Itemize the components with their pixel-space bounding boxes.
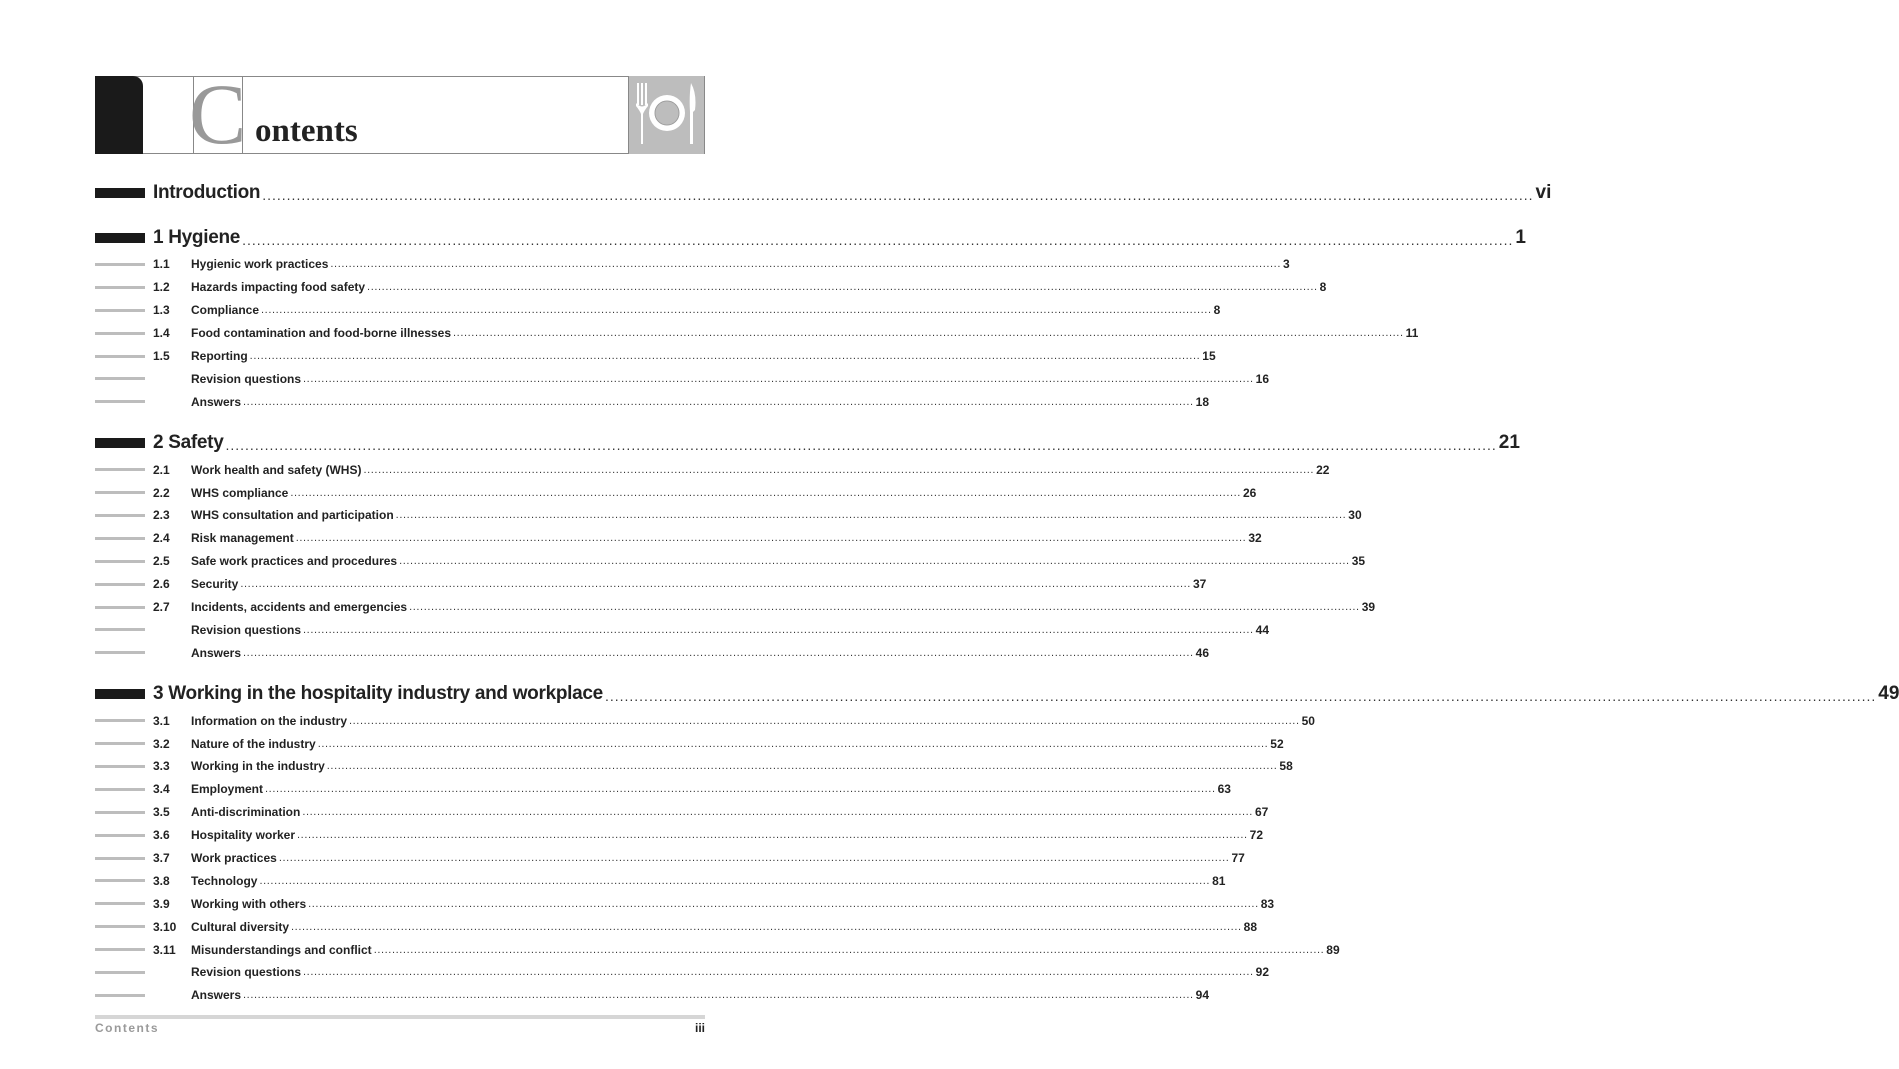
toc-section-heading[interactable] bbox=[95, 428, 1520, 458]
dot-leader: .................................................................................................................................................................................................................................................................... bbox=[367, 281, 1318, 294]
entry-page-number: 52 bbox=[1270, 736, 1284, 751]
entry-page-number: 35 bbox=[1351, 554, 1366, 569]
entry-page-number: 50 bbox=[1301, 713, 1315, 728]
dot-leader: .................................................................................................................................................................................................................................................................... bbox=[363, 463, 1315, 476]
dot-leader: .................................................................................................................................................................................................................................................................... bbox=[330, 258, 1281, 271]
dot-leader: .................................................................................................................................................................................................................................................................... bbox=[303, 372, 1254, 385]
toc-entry[interactable] bbox=[95, 596, 1376, 619]
entry-number: 1.3 bbox=[153, 303, 170, 318]
entry-marker-bar bbox=[95, 309, 145, 312]
entry-title: Work health and safety (WHS) bbox=[191, 462, 362, 477]
entry-title: Risk management bbox=[191, 531, 294, 546]
entry-marker-bar bbox=[95, 948, 145, 951]
toc-entry[interactable] bbox=[95, 527, 1262, 550]
section-page-number: 49 bbox=[1878, 683, 1899, 705]
entry-title: Revision questions bbox=[191, 622, 302, 637]
entry-page-number: 8 bbox=[1319, 280, 1327, 295]
toc-entry[interactable] bbox=[95, 299, 1221, 322]
toc-entry[interactable] bbox=[95, 709, 1315, 732]
toc-entry[interactable] bbox=[95, 367, 1269, 390]
entry-marker-bar bbox=[95, 742, 145, 745]
dot-leader: .................................................................................................................................................................................................................................................................... bbox=[295, 532, 1247, 545]
section-marker-bar bbox=[95, 188, 145, 198]
entry-page-number: 89 bbox=[1326, 942, 1340, 957]
dot-leader: .................................................................................................................................................................................................................................................................... bbox=[278, 852, 1230, 865]
dot-leader: .................................................................................................................................................................................................................................................................... bbox=[297, 829, 1248, 842]
entry-marker-bar bbox=[95, 765, 145, 768]
entry-title: Revision questions bbox=[191, 965, 302, 980]
footer-rule bbox=[95, 1015, 705, 1019]
entry-marker-bar bbox=[95, 994, 145, 997]
entry-title: Food contamination and food-borne illnesses bbox=[191, 326, 452, 341]
entry-page-number: 63 bbox=[1217, 782, 1231, 797]
entry-marker-bar bbox=[95, 902, 145, 905]
entry-page-number: 30 bbox=[1348, 508, 1362, 523]
toc-entry[interactable] bbox=[95, 345, 1216, 368]
entry-marker-bar bbox=[95, 355, 145, 358]
dot-leader: .................................................................................................................................................................................................................................................................... bbox=[308, 897, 1259, 910]
toc-entry[interactable] bbox=[95, 824, 1263, 847]
toc-entry[interactable] bbox=[95, 801, 1269, 824]
entry-page-number: 83 bbox=[1260, 896, 1275, 911]
dot-leader: .................................................................................................................................................................................................................................................................... bbox=[249, 350, 1201, 362]
entry-number: 1.1 bbox=[153, 257, 170, 272]
section-page-number: 1 bbox=[1515, 227, 1526, 248]
entry-number: 1.2 bbox=[153, 280, 170, 295]
entry-page-number: 26 bbox=[1242, 485, 1257, 500]
dot-leader: .................................................................................................................................................................................................................................................................... bbox=[243, 989, 1194, 1002]
entry-marker-bar bbox=[95, 560, 145, 563]
toc-entry[interactable] bbox=[95, 961, 1269, 984]
toc-entry[interactable] bbox=[95, 915, 1257, 938]
dot-leader: .................................................................................................................................................................................................................................................................... bbox=[225, 437, 1497, 454]
entry-marker-bar bbox=[95, 286, 145, 289]
entry-title: Answers bbox=[191, 988, 242, 1003]
entry-title: Hygienic work practices bbox=[191, 257, 329, 272]
entry-marker-bar bbox=[95, 400, 145, 403]
footer-page-number: iii bbox=[694, 1021, 705, 1035]
entry-number: 3.8 bbox=[153, 873, 170, 888]
section-marker-bar bbox=[95, 689, 145, 699]
entry-page-number: 32 bbox=[1248, 531, 1262, 546]
toc-entry[interactable] bbox=[95, 778, 1231, 801]
entry-number: 3.4 bbox=[153, 782, 170, 797]
entry-page-number: 92 bbox=[1255, 965, 1269, 980]
dot-leader: .................................................................................................................................................................................................................................................................... bbox=[291, 920, 1242, 933]
section-title: 1 Hygiene bbox=[153, 227, 241, 248]
toc-entry[interactable] bbox=[95, 481, 1257, 504]
dot-leader: .................................................................................................................................................................................................................................................................... bbox=[242, 232, 1514, 248]
entry-number: 3.6 bbox=[153, 828, 170, 843]
entry-title: Technology bbox=[191, 873, 258, 888]
entry-number: 1.4 bbox=[153, 326, 170, 341]
entry-page-number: 94 bbox=[1195, 988, 1209, 1003]
entry-number: 2.2 bbox=[153, 485, 170, 500]
entry-title: Hazards impacting food safety bbox=[191, 280, 366, 295]
entry-marker-bar bbox=[95, 491, 145, 494]
entry-title: Safe work practices and procedures bbox=[191, 554, 398, 569]
entry-title: Incidents, accidents and emergencies bbox=[191, 600, 408, 615]
toc-entry[interactable] bbox=[95, 755, 1293, 778]
toc-entry[interactable] bbox=[95, 550, 1366, 573]
entry-number: 3.3 bbox=[153, 759, 170, 774]
entry-number: 2.1 bbox=[153, 462, 170, 477]
entry-marker-bar bbox=[95, 971, 145, 974]
entry-marker-bar bbox=[95, 583, 145, 586]
toc-entry[interactable] bbox=[95, 984, 1209, 1007]
section-marker-bar bbox=[95, 438, 145, 448]
toc-entry[interactable] bbox=[95, 573, 1207, 596]
entry-title: Working with others bbox=[191, 896, 307, 911]
dot-leader: .................................................................................................................................................................................................................................................................... bbox=[303, 966, 1254, 979]
entry-number: 2.7 bbox=[153, 600, 170, 615]
entry-number: 2.4 bbox=[153, 531, 170, 546]
section-marker-bar bbox=[95, 233, 145, 243]
table-of-contents bbox=[95, 178, 1899, 1007]
dot-leader: .................................................................................................................................................................................................................................................................... bbox=[265, 783, 1216, 796]
section-title: Introduction bbox=[153, 182, 261, 203]
entry-page-number: 81 bbox=[1212, 873, 1226, 888]
dot-leader: .................................................................................................................................................................................................................................................................... bbox=[261, 304, 1212, 317]
toc-entry[interactable] bbox=[95, 458, 1330, 481]
toc-entry[interactable] bbox=[95, 641, 1209, 664]
toc-entry[interactable] bbox=[95, 253, 1290, 276]
entry-title: Answers bbox=[191, 645, 242, 660]
toc-section-heading[interactable] bbox=[95, 223, 1526, 253]
entry-marker-bar bbox=[95, 468, 145, 471]
entry-page-number: 77 bbox=[1231, 851, 1245, 866]
entry-number: 2.5 bbox=[153, 554, 170, 569]
dot-leader: .................................................................................................................................................................................................................................................................... bbox=[303, 623, 1254, 636]
toc-section-heading[interactable] bbox=[95, 679, 1899, 709]
header-initial-letter: C bbox=[189, 66, 245, 162]
entry-number: 3.10 bbox=[153, 919, 177, 934]
entry-marker-bar bbox=[95, 811, 145, 814]
entry-title: Anti-discrimination bbox=[191, 805, 301, 820]
toc-entry[interactable] bbox=[95, 618, 1269, 641]
section-title: 2 Safety bbox=[153, 432, 224, 454]
entry-title: Work practices bbox=[191, 851, 277, 866]
entry-number: 1.5 bbox=[153, 349, 170, 363]
section-title: 3 Working in the hospitality industry and workplace bbox=[153, 683, 603, 705]
entry-title: Reporting bbox=[191, 349, 248, 363]
entry-marker-bar bbox=[95, 537, 145, 540]
entry-marker-bar bbox=[95, 514, 145, 517]
entry-number: 3.5 bbox=[153, 805, 170, 820]
entry-marker-bar bbox=[95, 925, 145, 928]
entry-page-number: 72 bbox=[1249, 828, 1263, 843]
dot-leader: .................................................................................................................................................................................................................................................................... bbox=[317, 737, 1269, 750]
entry-title: Misunderstandings and conflict bbox=[191, 942, 372, 957]
entry-number: 3.2 bbox=[153, 736, 170, 751]
entry-number: 2.3 bbox=[153, 508, 170, 523]
entry-title: WHS compliance bbox=[191, 485, 289, 500]
toc-entry[interactable] bbox=[95, 276, 1327, 299]
dot-leader: .................................................................................................................................................................................................................................................................... bbox=[262, 187, 1534, 203]
page-title: ontents bbox=[255, 113, 358, 149]
entry-page-number: 46 bbox=[1195, 645, 1209, 660]
entry-title: Nature of the industry bbox=[191, 736, 316, 751]
dot-leader: .................................................................................................................................................................................................................................................................... bbox=[259, 874, 1211, 887]
entry-page-number: 88 bbox=[1243, 919, 1257, 934]
entry-page-number: 37 bbox=[1192, 577, 1207, 592]
fork-plate-knife-icon bbox=[628, 76, 704, 154]
entry-page-number: 16 bbox=[1255, 371, 1269, 386]
dot-leader: .................................................................................................................................................................................................................................................................... bbox=[290, 486, 1241, 499]
toc-entry[interactable] bbox=[95, 869, 1226, 892]
entry-page-number: 11 bbox=[1405, 326, 1419, 341]
entry-marker-bar bbox=[95, 606, 145, 609]
entry-title: WHS consultation and participation bbox=[191, 508, 394, 523]
entry-page-number: 3 bbox=[1283, 257, 1290, 272]
dot-leader: .................................................................................................................................................................................................................................................................... bbox=[373, 943, 1325, 956]
entry-title: Employment bbox=[191, 782, 264, 797]
dot-leader: .................................................................................................................................................................................................................................................................... bbox=[604, 688, 1877, 705]
entry-page-number: 44 bbox=[1255, 622, 1269, 637]
entry-number: 3.11 bbox=[153, 942, 176, 957]
dot-leader: .................................................................................................................................................................................................................................................................... bbox=[302, 806, 1253, 819]
contents-header bbox=[95, 66, 705, 162]
entry-marker-bar bbox=[95, 857, 145, 860]
entry-number: 2.6 bbox=[153, 577, 170, 592]
entry-title: Security bbox=[191, 577, 239, 592]
dot-leader: .................................................................................................................................................................................................................................................................... bbox=[395, 509, 1347, 522]
dot-leader: .................................................................................................................................................................................................................................................................... bbox=[240, 578, 1191, 591]
entry-page-number: 67 bbox=[1254, 805, 1269, 820]
entry-page-number: 58 bbox=[1279, 759, 1293, 774]
dot-leader: .................................................................................................................................................................................................................................................................... bbox=[326, 760, 1278, 773]
entry-marker-bar bbox=[95, 628, 145, 631]
entry-marker-bar bbox=[95, 834, 145, 837]
section-page-number: 21 bbox=[1498, 432, 1520, 454]
entry-title: Hospitality worker bbox=[191, 828, 296, 843]
toc-entry[interactable] bbox=[95, 892, 1275, 915]
entry-title: Working in the industry bbox=[191, 759, 325, 774]
entry-marker-bar bbox=[95, 332, 145, 335]
entry-marker-bar bbox=[95, 788, 145, 791]
entry-number: 3.1 bbox=[153, 713, 170, 728]
header-dark-tab bbox=[95, 76, 143, 154]
entry-page-number: 18 bbox=[1195, 394, 1209, 409]
entry-number: 3.7 bbox=[153, 851, 170, 866]
toc-entry[interactable] bbox=[95, 322, 1419, 345]
entry-page-number: 8 bbox=[1213, 303, 1221, 318]
toc-entry[interactable] bbox=[95, 938, 1340, 961]
dot-leader: .................................................................................................................................................................................................................................................................... bbox=[409, 601, 1360, 614]
entry-title: Compliance bbox=[191, 303, 260, 318]
entry-marker-bar bbox=[95, 263, 145, 266]
dot-leader: .................................................................................................................................................................................................................................................................... bbox=[243, 395, 1194, 408]
entry-number: 3.9 bbox=[153, 896, 170, 911]
entry-title: Cultural diversity bbox=[191, 919, 290, 934]
toc-entry[interactable] bbox=[95, 504, 1362, 527]
entry-title: Information on the industry bbox=[191, 713, 347, 728]
entry-title: Revision questions bbox=[191, 371, 302, 386]
entry-marker-bar bbox=[95, 719, 145, 722]
entry-page-number: 22 bbox=[1316, 462, 1330, 477]
entry-page-number: 39 bbox=[1361, 600, 1376, 615]
entry-marker-bar bbox=[95, 377, 145, 380]
toc-section-heading[interactable] bbox=[95, 178, 1552, 208]
entry-page-number: 15 bbox=[1202, 349, 1216, 363]
section-page-number: vi bbox=[1535, 182, 1552, 203]
dot-leader: .................................................................................................................................................................................................................................................................... bbox=[243, 646, 1194, 659]
dot-leader: .................................................................................................................................................................................................................................................................... bbox=[399, 555, 1350, 568]
footer-section-label: Contents bbox=[95, 1021, 159, 1035]
entry-marker-bar bbox=[95, 879, 145, 882]
entry-title: Answers bbox=[191, 394, 242, 409]
dot-leader: .................................................................................................................................................................................................................................................................... bbox=[453, 327, 1404, 340]
toc-entry[interactable] bbox=[95, 847, 1245, 870]
toc-entry[interactable] bbox=[95, 732, 1284, 755]
dot-leader: .................................................................................................................................................................................................................................................................... bbox=[349, 714, 1300, 727]
entry-marker-bar bbox=[95, 651, 145, 654]
toc-entry[interactable] bbox=[95, 390, 1209, 413]
